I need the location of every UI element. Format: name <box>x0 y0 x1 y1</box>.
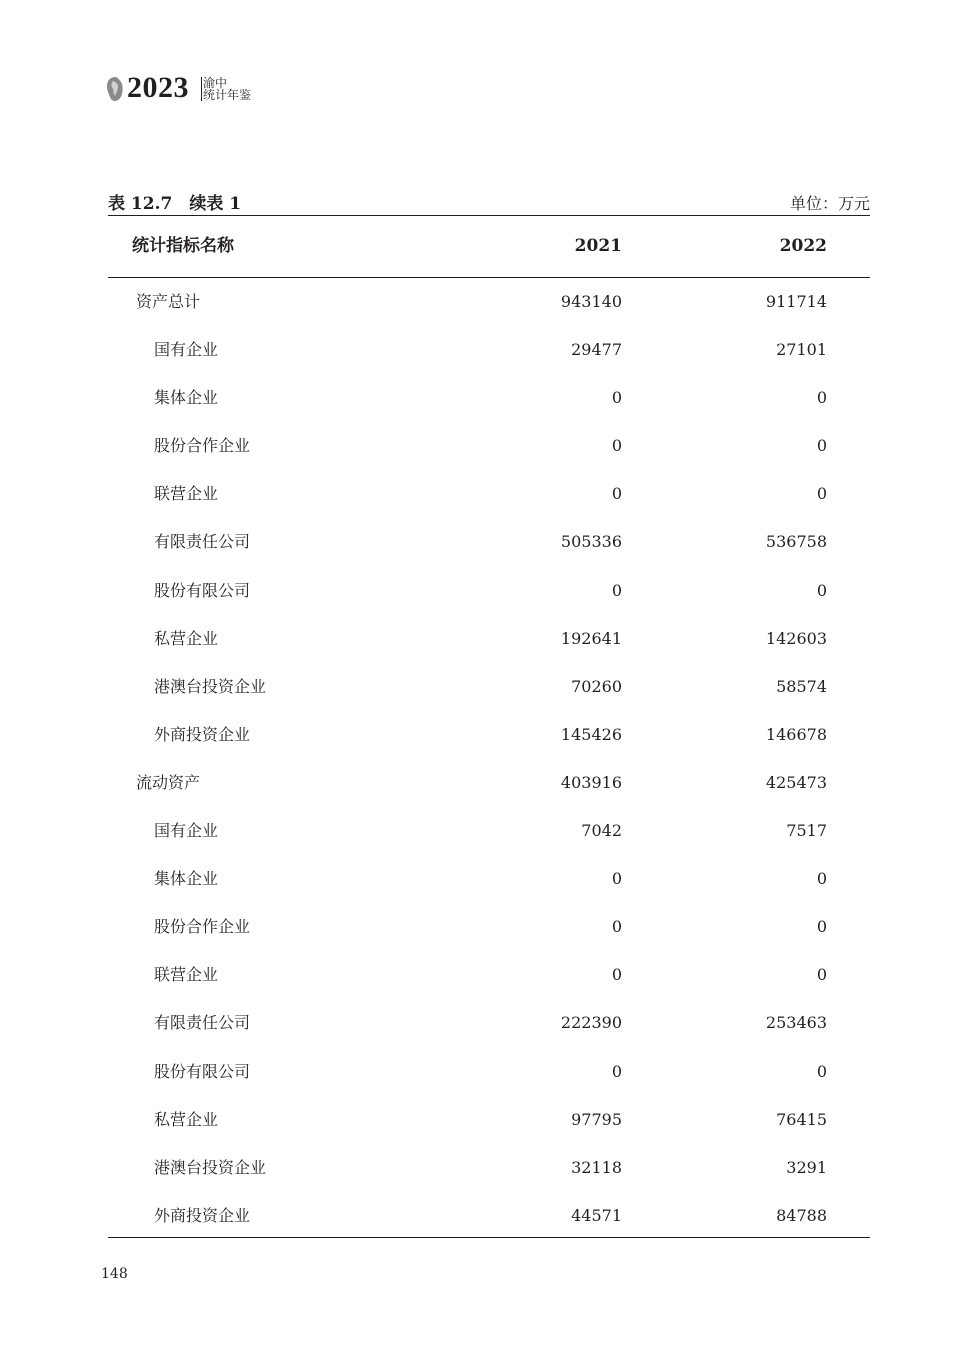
table-row <box>108 771 870 819</box>
value-2021: 0 <box>611 580 622 600</box>
value-2021: 29477 <box>571 340 622 360</box>
row-label: 港澳台投资企业 <box>154 676 267 696</box>
value-2021: 0 <box>611 436 622 456</box>
value-2022: 142603 <box>765 628 827 648</box>
row-label: 私营企业 <box>154 1109 219 1129</box>
table-header-rule <box>108 277 870 278</box>
table-unit: 单位：万元 <box>789 194 870 213</box>
value-2022: 0 <box>816 1061 827 1081</box>
value-2021: 44571 <box>571 1205 622 1225</box>
value-2021: 222390 <box>560 1013 622 1033</box>
yearbook-logo-icon <box>106 76 124 102</box>
table-row <box>108 579 870 627</box>
table-id: 表 12.7 续表 1 <box>108 194 242 214</box>
table-row <box>108 963 870 1011</box>
value-2022: 0 <box>816 917 827 937</box>
value-2022: 146678 <box>765 724 827 744</box>
value-2021: 0 <box>611 388 622 408</box>
table-caption <box>108 192 870 216</box>
value-2021: 145426 <box>560 724 622 744</box>
row-label: 联营企业 <box>154 484 219 504</box>
value-2021: 505336 <box>560 532 622 552</box>
value-2021: 7042 <box>581 821 622 841</box>
row-label: 有限责任公司 <box>154 532 251 552</box>
value-2021: 0 <box>611 965 622 985</box>
row-label: 港澳台投资企业 <box>154 1157 267 1177</box>
column-header-2021: 2021 <box>574 236 622 256</box>
table-row <box>108 675 870 723</box>
table-row <box>108 290 870 338</box>
row-label: 股份有限公司 <box>154 1061 251 1081</box>
table-body <box>108 290 870 1252</box>
column-header-2022: 2022 <box>779 236 827 256</box>
value-2022: 536758 <box>765 532 827 552</box>
value-2021: 0 <box>611 1061 622 1081</box>
value-2021: 0 <box>611 869 622 889</box>
table-row <box>108 338 870 386</box>
value-2021: 943140 <box>560 292 622 311</box>
value-2022: 0 <box>816 436 827 456</box>
yearbook-name-line1: 渝中 <box>203 76 228 90</box>
table-row <box>108 530 870 578</box>
table-row <box>108 434 870 482</box>
row-label: 股份合作企业 <box>154 436 251 456</box>
row-label: 外商投资企业 <box>154 724 251 744</box>
yearbook-year: 2023 <box>127 71 189 104</box>
row-label: 集体企业 <box>154 869 219 889</box>
value-2022: 253463 <box>765 1013 827 1033</box>
value-2021: 32118 <box>571 1157 622 1177</box>
value-2022: 27101 <box>776 340 827 360</box>
row-label: 联营企业 <box>154 965 219 985</box>
table-bottom-rule <box>108 1237 870 1238</box>
value-2021: 192641 <box>560 628 622 648</box>
table-top-rule <box>108 215 870 216</box>
table-row <box>108 386 870 434</box>
row-label: 流动资产 <box>136 772 201 792</box>
table-row <box>108 819 870 867</box>
row-label: 资产总计 <box>136 292 201 311</box>
value-2022: 0 <box>816 388 827 408</box>
table-row <box>108 1204 870 1252</box>
value-2022: 7517 <box>786 821 827 841</box>
row-label: 私营企业 <box>154 628 219 648</box>
row-label: 国有企业 <box>154 340 219 360</box>
value-2022: 0 <box>816 965 827 985</box>
value-2022: 58574 <box>776 676 827 696</box>
row-label: 国有企业 <box>154 821 219 841</box>
value-2022: 425473 <box>765 772 827 792</box>
value-2022: 0 <box>816 484 827 504</box>
table-row <box>108 915 870 963</box>
value-2022: 84788 <box>776 1205 827 1225</box>
row-label: 股份有限公司 <box>154 580 251 600</box>
table-row <box>108 627 870 675</box>
table-row <box>108 867 870 915</box>
value-2021: 0 <box>611 917 622 937</box>
row-label: 有限责任公司 <box>154 1013 251 1033</box>
row-label: 集体企业 <box>154 388 219 408</box>
value-2021: 70260 <box>571 676 622 696</box>
row-label: 股份合作企业 <box>154 917 251 937</box>
value-2021: 97795 <box>571 1109 622 1129</box>
value-2022: 911714 <box>765 292 827 311</box>
table-row <box>108 1011 870 1059</box>
value-2021: 403916 <box>560 772 622 792</box>
value-2022: 0 <box>816 869 827 889</box>
value-2022: 0 <box>816 580 827 600</box>
table-row <box>108 1156 870 1204</box>
header-divider <box>201 77 202 101</box>
page-number: 148 <box>101 1266 128 1282</box>
table-row <box>108 1108 870 1156</box>
table-row <box>108 723 870 771</box>
row-label: 外商投资企业 <box>154 1205 251 1225</box>
value-2022: 3291 <box>786 1157 827 1177</box>
table-row <box>108 482 870 530</box>
table-row <box>108 1060 870 1108</box>
yearbook-name-line2: 统计年鉴 <box>203 88 252 102</box>
value-2021: 0 <box>611 484 622 504</box>
column-header-indicator: 统计指标名称 <box>132 236 234 256</box>
value-2022: 76415 <box>776 1109 827 1129</box>
